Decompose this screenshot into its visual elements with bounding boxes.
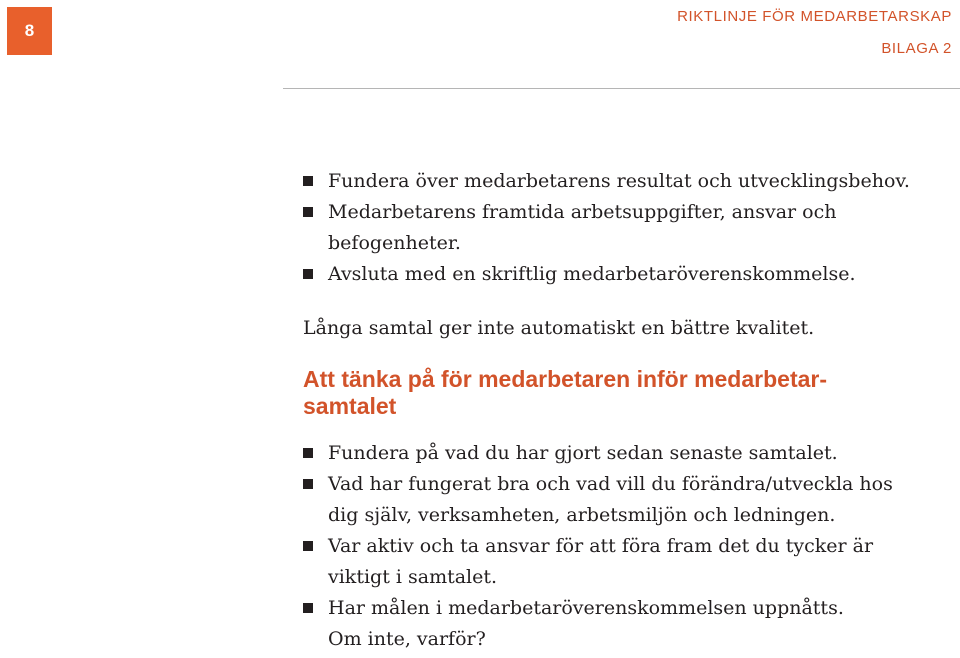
main-content xyxy=(303,166,948,655)
page-number-badge xyxy=(7,7,52,55)
list-item xyxy=(303,197,948,259)
document-title: RIKTLINJE FÖR MEDARBETARSKAP xyxy=(677,8,952,25)
square-bullet-icon xyxy=(303,176,313,186)
square-bullet-icon xyxy=(303,603,313,613)
section-heading: Att tänka på för medarbetaren inför medarbetar- samtalet xyxy=(303,366,828,419)
page-number: 8 xyxy=(24,21,35,40)
list-item xyxy=(303,531,948,593)
square-bullet-icon xyxy=(303,479,313,489)
list-item xyxy=(303,469,948,531)
document-subtitle: BILAGA 2 xyxy=(881,40,952,57)
list-item xyxy=(303,438,948,469)
square-bullet-icon xyxy=(303,207,313,217)
list-item-text: Medarbetarens framtida arbetsuppgifter, ansvar och befogenheter. xyxy=(328,201,837,254)
list-item-text: Vad har fungerat bra och vad vill du förändra/utveckla hos dig själv, verksamheten, arbetsmiljön och ledningen. xyxy=(328,473,893,526)
square-bullet-icon xyxy=(303,448,313,458)
list-item-text: Har målen i medarbetaröverenskommelsen uppnåtts. Om inte, varför? xyxy=(328,597,844,650)
list-item-text: Avsluta med en skriftlig medarbetaröverenskommelse. xyxy=(328,263,856,285)
list-item xyxy=(303,593,948,655)
header-divider xyxy=(283,88,960,89)
square-bullet-icon xyxy=(303,269,313,279)
note-paragraph: Långa samtal ger inte automatiskt en bättre kvalitet. xyxy=(303,317,815,339)
list-item-text: Var aktiv och ta ansvar för att föra fram det du tycker är viktigt i samtalet. xyxy=(328,535,874,588)
square-bullet-icon xyxy=(303,541,313,551)
list-item xyxy=(303,166,948,197)
list-item xyxy=(303,259,948,290)
bullet-list-employee-preparation xyxy=(303,438,948,655)
list-item-text: Fundera på vad du har gjort sedan senaste samtalet. xyxy=(328,442,838,464)
list-item-text: Fundera över medarbetarens resultat och utvecklingsbehov. xyxy=(328,170,910,192)
bullet-list-conversation xyxy=(303,166,948,290)
